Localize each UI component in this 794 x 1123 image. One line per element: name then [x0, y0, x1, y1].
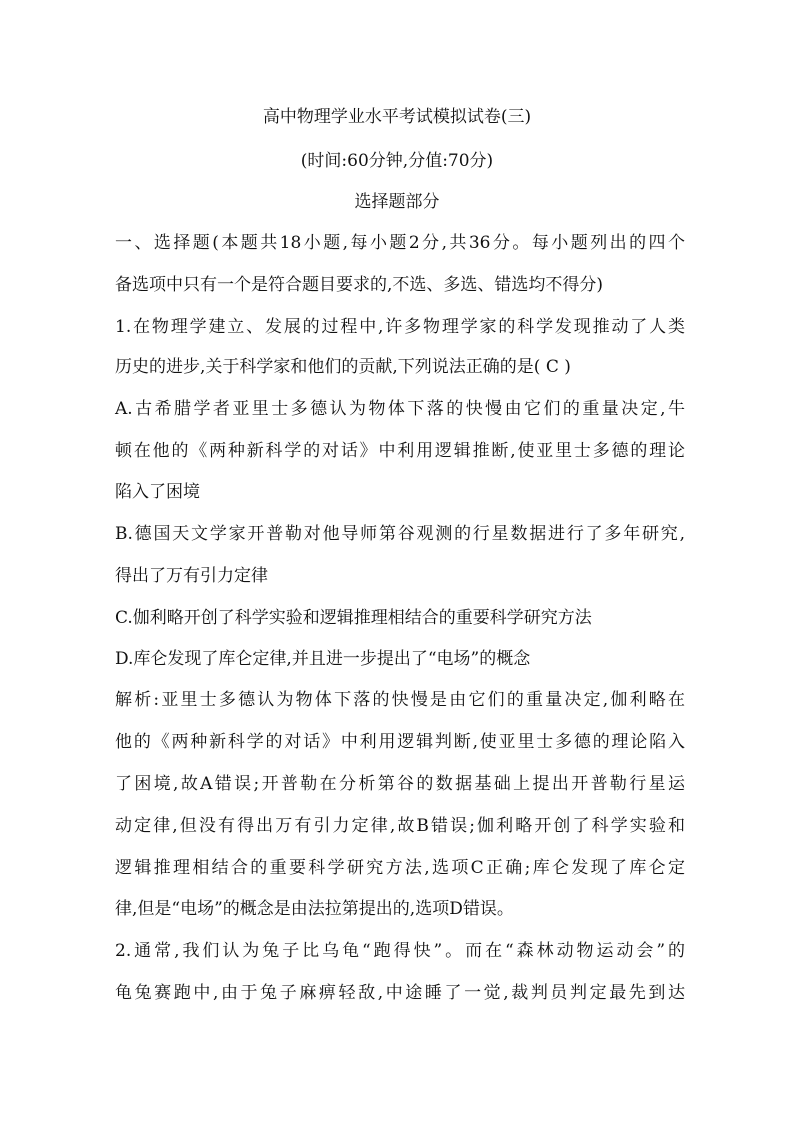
instructions-line: 备选项中只有一个是符合题目要求的,不选、多选、错选均不得分) [115, 275, 604, 295]
question2-stem-line: 龟兔赛跑中,由于兔子麻痹轻敌,中途睡了一觉,裁判员判定最先到达 [115, 983, 685, 1003]
analysis-line: 律,但是“电场”的概念是由法拉第提出的,选项D错误。 [115, 899, 514, 919]
analysis-line: 了困境,故A错误;开普勒在分析第谷的数据基础上提出开普勒行星运 [115, 774, 685, 794]
option-a-line: 陷入了困境 [115, 482, 200, 502]
exam-title: 高中物理学业水平考试模拟试卷(三) [262, 107, 532, 127]
section-heading: 选择题部分 [354, 192, 440, 212]
question1-stem-line: 1.在物理学建立、发展的过程中,许多物理学家的科学发现推动了人类 [115, 317, 685, 337]
analysis-line: 动定律,但没有得出万有引力定律,故B错误;伽利略开创了科学实验和 [115, 816, 685, 836]
question1-stem-line: 历史的进步,关于科学家和他们的贡献,下列说法正确的是( C ) [115, 357, 571, 377]
analysis-line: 解析:亚里士多德认为物体下落的快慢是由它们的重量决定,伽利略在 [115, 690, 685, 710]
analysis-line: 逻辑推理相结合的重要科学研究方法,选项C正确;库仑发现了库仑定 [115, 858, 685, 878]
question2-stem-line: 2.通常,我们认为兔子比乌龟“跑得快”。而在“森林动物运动会”的 [115, 941, 685, 961]
option-b-line: B.德国天文学家开普勒对他导师第谷观测的行星数据进行了多年研究, [115, 524, 685, 544]
analysis-line: 他的《两种新科学的对话》中利用逻辑判断,使亚里士多德的理论陷入 [115, 732, 685, 752]
option-b-line: 得出了万有引力定律 [115, 566, 268, 586]
option-d-line: D.库仑发现了库仑定律,并且进一步提出了“电场”的概念 [115, 649, 531, 669]
option-a-line: A.古希腊学者亚里士多德认为物体下落的快慢由它们的重量决定,牛 [115, 399, 685, 419]
option-a-line: 顿在他的《两种新科学的对话》中利用逻辑推断,使亚里士多德的理论 [115, 441, 685, 461]
instructions-line: 一、选择题(本题共18小题,每小题2分,共36分。每小题列出的四个 [115, 233, 685, 253]
option-c-line: C.伽利略开创了科学实验和逻辑推理相结合的重要科学研究方法 [115, 608, 592, 628]
exam-subtitle: (时间:60分钟,分值:70分) [300, 151, 494, 171]
